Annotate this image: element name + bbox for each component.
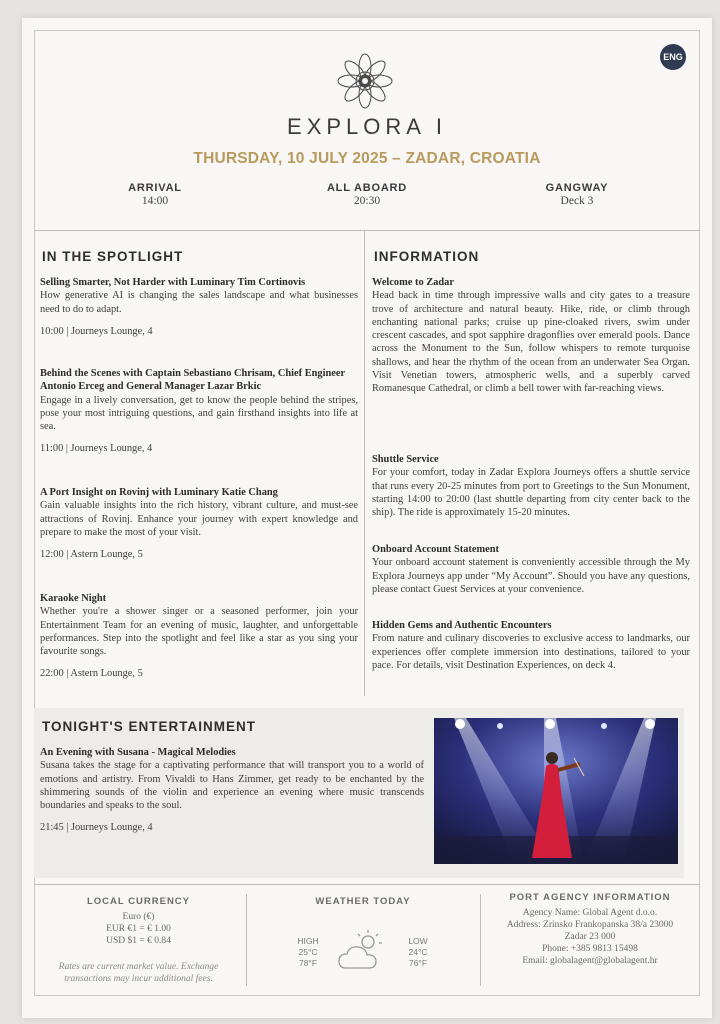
high-label: HIGH bbox=[297, 936, 319, 946]
entertainment-heading: TONIGHT'S ENTERTAINMENT bbox=[42, 719, 256, 734]
agency-heading: PORT AGENCY INFORMATION bbox=[509, 892, 671, 903]
footer-divider bbox=[246, 894, 247, 986]
currency-heading: LOCAL CURRENCY bbox=[86, 896, 191, 907]
agency-line: Address: Zrinsko Frankopanska 38/a 23000 bbox=[506, 920, 674, 930]
daily-program-sheet bbox=[22, 18, 712, 1018]
high-temperature bbox=[288, 936, 328, 969]
spotlight-event bbox=[40, 592, 358, 681]
event-title: Selling Smarter, Not Harder with Luminary Tim Cortinovis bbox=[40, 277, 306, 288]
spotlight-event bbox=[40, 486, 358, 561]
local-currency bbox=[36, 896, 241, 985]
agency-line: Zadar 23 000 bbox=[564, 932, 616, 942]
low-temperature bbox=[398, 936, 438, 969]
violinist-performance-photo bbox=[434, 718, 678, 864]
event-time-location: 21:45 | Journeys Lounge, 4 bbox=[40, 822, 153, 834]
event-time-location: 12:00 | Astern Lounge, 5 bbox=[40, 549, 143, 561]
info-title: Welcome to Zadar bbox=[372, 277, 454, 288]
info-item bbox=[372, 619, 690, 672]
info-body: From nature and culinary discoveries to exclusive access to landmarks, our experiences offer complete immersion into destinations, tailored to your pace. For details, visit Destination Experiences, on deck 4. bbox=[372, 633, 690, 671]
info-title: Onboard Account Statement bbox=[372, 544, 499, 555]
info-body: Head back in time through impressive walls and city gates to a treasure trove of architecture and natural beauty. Hike, ride, or climb through enchanting national parks; cruise up pine-cloaked rivers, swim under crescent cascades, and spot sapphire dragonflies over emerald pools. Dance across the Monument to the Sun, follow whispers to remote turquoise shallows, and hear the rhythm of the ocean from an underwater Sea Organ. Visit Venetian towers, atmospheric wells, and a superbly carved Romanesque Cathedral, or climb a bell tower with far-reaching views. bbox=[372, 290, 690, 395]
currency-line: Euro (€) bbox=[122, 912, 155, 922]
event-description: Engage in a lively conversation, get to know the people behind the stripes, pose your most intriguing questions, and gain firsthand insights into life at sea. bbox=[40, 394, 358, 433]
information-heading: INFORMATION bbox=[374, 249, 480, 264]
event-time-location: 22:00 | Astern Lounge, 5 bbox=[40, 668, 143, 680]
all-aboard-time bbox=[302, 182, 432, 207]
low-celsius: 24°C bbox=[408, 947, 428, 957]
event-title: An Evening with Susana - Magical Melodies bbox=[40, 747, 236, 758]
explora-mandala-logo-icon bbox=[334, 50, 396, 112]
arrival-value: 14:00 bbox=[141, 195, 169, 207]
currency-note: Rates are current market value. Exchange transactions may incur additional fees. bbox=[58, 962, 219, 984]
info-item bbox=[372, 276, 690, 396]
currency-line: USD $1 = € 0.84 bbox=[106, 936, 171, 946]
column-divider bbox=[364, 230, 365, 696]
event-title: A Port Insight on Rovinj with Luminary Katie Chang bbox=[40, 487, 278, 498]
gangway-label: GANGWAY bbox=[545, 182, 609, 194]
agency-phone[interactable]: Phone: +385 9813 15498 bbox=[542, 944, 638, 954]
info-title: Hidden Gems and Authentic Encounters bbox=[372, 620, 552, 631]
all-aboard-label: ALL ABOARD bbox=[326, 182, 408, 194]
low-fahrenheit: 76°F bbox=[408, 958, 428, 968]
event-title: Karaoke Night bbox=[40, 593, 107, 604]
spotlight-event bbox=[40, 367, 358, 456]
all-aboard-value: 20:30 bbox=[353, 195, 381, 207]
spotlight-event bbox=[40, 276, 358, 338]
event-time-location: 11:00 | Journeys Lounge, 4 bbox=[40, 443, 153, 455]
event-title: Behind the Scenes with Captain Sebastiano Chrisam, Chief Engineer Antonio Erceg and General Manager Lazar Brkic bbox=[40, 368, 345, 393]
entertainment-event bbox=[40, 746, 424, 835]
low-label: LOW bbox=[408, 936, 428, 946]
event-description: Whether you're a shower singer or a seasoned performer, join your Entertainment Team for an evening of music, laughter, and unforgettable performances. Step into the spotlight and feel like a star as you sing your favourite songs. bbox=[40, 606, 358, 658]
agency-line: Agency Name: Global Agent d.o.o. bbox=[522, 908, 658, 918]
info-item bbox=[372, 453, 690, 519]
gangway-value: Deck 3 bbox=[560, 195, 594, 207]
partly-cloudy-icon bbox=[336, 928, 388, 974]
info-title: Shuttle Service bbox=[372, 454, 439, 465]
spotlight-heading: IN THE SPOTLIGHT bbox=[42, 249, 184, 264]
high-fahrenheit: 78°F bbox=[298, 958, 318, 968]
port-agency-info bbox=[484, 892, 696, 967]
currency-line: EUR €1 = € 1.00 bbox=[106, 924, 171, 934]
event-time-location: 10:00 | Journeys Lounge, 4 bbox=[40, 325, 153, 337]
language-badge[interactable]: ENG bbox=[660, 44, 686, 70]
ship-name: EXPLORA I bbox=[287, 114, 447, 139]
arrival-label: ARRIVAL bbox=[128, 182, 182, 194]
agency-email-link[interactable]: Email: globalagent@globalagent.hr bbox=[522, 956, 658, 966]
high-celsius: 25°C bbox=[298, 947, 318, 957]
event-description: Susana takes the stage for a captivating performance that will transport you to a world of emotions and artistry. From Vivaldi to Hans Zimmer, get ready to be enchanted by the shimmering sounds of the violin and experience an evening where music transcends boundaries and speaks to the soul. bbox=[40, 760, 424, 812]
arrival-time bbox=[90, 182, 220, 207]
event-description: How generative AI is changing the sales landscape and what businesses need to do to adapt. bbox=[40, 290, 358, 315]
info-body: For your comfort, today in Zadar Explora Journeys offers a shuttle service that runs every 20-25 minutes from port to Greetings to the Sun Monument, starting 14:00 to 20:00 (last shuttle departing from city center back to the ship). The ride is approximately 15-20 minutes. bbox=[372, 467, 690, 519]
divider bbox=[34, 884, 700, 885]
info-item bbox=[372, 543, 690, 596]
weather-heading: WEATHER TODAY bbox=[315, 896, 411, 907]
footer-divider bbox=[480, 894, 481, 986]
event-description: Gain valuable insights into the rich history, vibrant culture, and must-see attractions of Rovinj. Enhance your journey with expert knowledge and prepare to make the most of your visit. bbox=[40, 500, 358, 538]
weather-today bbox=[252, 896, 474, 911]
date-and-port: THURSDAY, 10 JULY 2025 – ZADAR, CROATIA bbox=[193, 150, 541, 167]
gangway-info bbox=[512, 182, 642, 207]
info-body: Your onboard account statement is conveniently accessible through the My Explora Journeys app under “My Account”. Should you have any questions, please contact Guest Services at your convenience. bbox=[372, 557, 690, 595]
divider bbox=[34, 230, 700, 231]
